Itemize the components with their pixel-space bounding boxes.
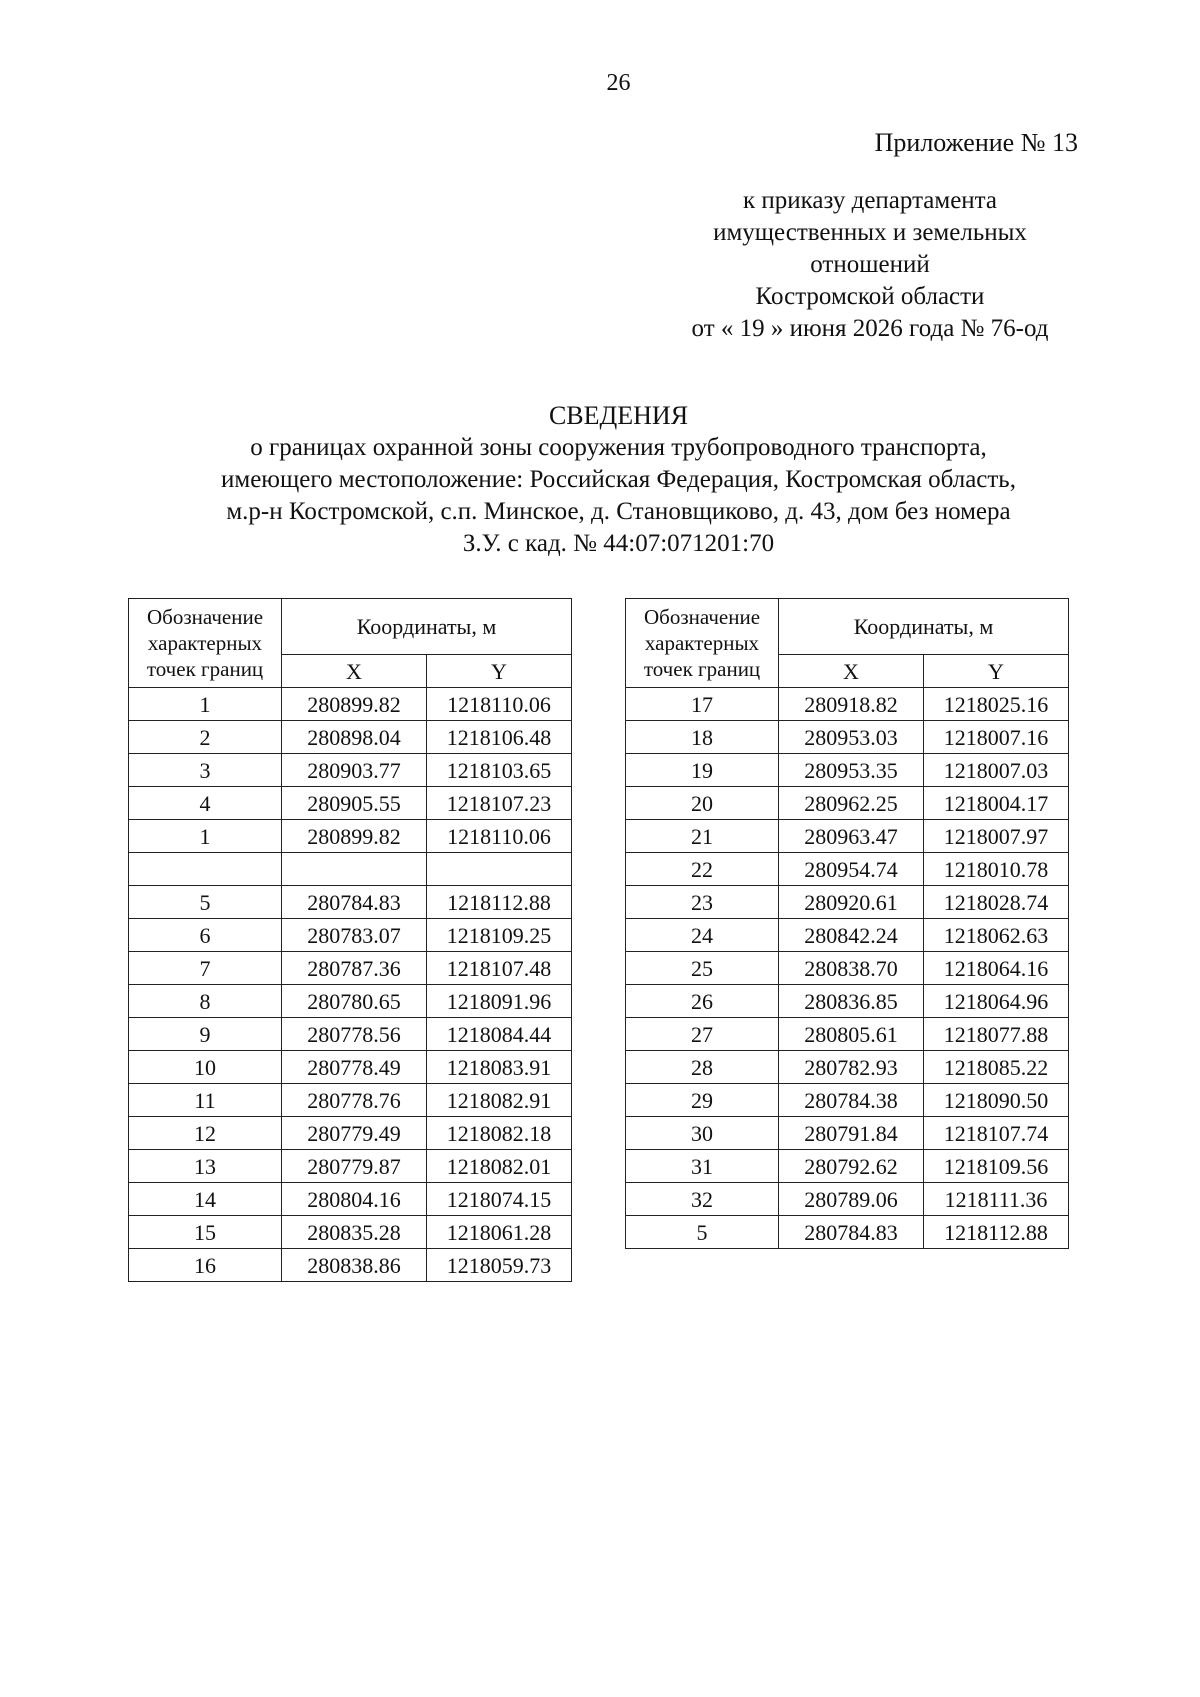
x-coordinate-cell: 280789.06 bbox=[779, 1183, 924, 1216]
x-coordinate-cell: 280780.65 bbox=[282, 985, 427, 1018]
table-row bbox=[129, 754, 572, 787]
table-row bbox=[626, 1216, 1069, 1249]
order-reference bbox=[630, 185, 1110, 345]
x-coordinate-cell: 280842.24 bbox=[779, 919, 924, 952]
x-coordinate-cell: 280903.77 bbox=[282, 754, 427, 787]
point-number-cell: 22 bbox=[626, 853, 779, 886]
header-text: точек границ bbox=[643, 657, 761, 681]
y-coordinate-cell: 1218111.36 bbox=[924, 1183, 1069, 1216]
table-row bbox=[129, 919, 572, 952]
y-coordinate-cell bbox=[427, 853, 572, 886]
header-text: Обозначение bbox=[643, 605, 761, 629]
table-row bbox=[626, 721, 1069, 754]
x-coordinate-cell: 280779.49 bbox=[282, 1117, 427, 1150]
table-row bbox=[626, 853, 1069, 886]
y-coordinate-cell: 1218110.06 bbox=[427, 820, 572, 853]
x-coordinate-cell: 280962.25 bbox=[779, 787, 924, 820]
x-coordinate-cell: 280963.47 bbox=[779, 820, 924, 853]
point-number-cell: 17 bbox=[626, 688, 779, 721]
table-row bbox=[129, 688, 572, 721]
order-line: отношений bbox=[810, 251, 930, 278]
x-coordinate-cell: 280805.61 bbox=[779, 1018, 924, 1051]
document-title bbox=[0, 400, 1200, 560]
x-coordinate-cell: 280905.55 bbox=[282, 787, 427, 820]
table-row bbox=[129, 1216, 572, 1249]
x-coordinate-cell: 280778.56 bbox=[282, 1018, 427, 1051]
point-label-header bbox=[626, 599, 779, 688]
title-line: имеющего местоположение: Российская Федерация, Костромская область, bbox=[221, 466, 1016, 493]
title-line: З.У. с кад. № 44:07:071201:70 bbox=[462, 530, 775, 557]
y-coordinate-cell: 1218083.91 bbox=[427, 1051, 572, 1084]
point-number-cell: 27 bbox=[626, 1018, 779, 1051]
y-coordinate-cell: 1218007.97 bbox=[924, 820, 1069, 853]
page-number: 26 bbox=[606, 70, 631, 96]
table-row bbox=[626, 1084, 1069, 1117]
y-coordinate-cell: 1218061.28 bbox=[427, 1216, 572, 1249]
y-coordinate-cell: 1218103.65 bbox=[427, 754, 572, 787]
table-row bbox=[129, 1051, 572, 1084]
table-row bbox=[626, 886, 1069, 919]
point-number-cell: 11 bbox=[129, 1084, 282, 1117]
point-number-cell: 23 bbox=[626, 886, 779, 919]
point-number-cell: 1 bbox=[129, 688, 282, 721]
x-coordinate-cell: 280791.84 bbox=[779, 1117, 924, 1150]
table-row bbox=[129, 1084, 572, 1117]
table-row bbox=[129, 1117, 572, 1150]
point-number-cell: 25 bbox=[626, 952, 779, 985]
point-number-cell: 14 bbox=[129, 1183, 282, 1216]
point-number-cell: 6 bbox=[129, 919, 282, 952]
appendix-title: Приложение № 13 bbox=[874, 128, 1078, 157]
x-coordinate-cell: 280779.87 bbox=[282, 1150, 427, 1183]
point-number-cell: 31 bbox=[626, 1150, 779, 1183]
x-coordinate-cell: 280836.85 bbox=[779, 985, 924, 1018]
order-line: Костромской области bbox=[755, 283, 985, 310]
point-number-cell bbox=[129, 853, 282, 886]
x-coordinate-cell: 280838.86 bbox=[282, 1249, 427, 1282]
header-text: характерных bbox=[147, 631, 263, 655]
x-coordinate-cell: 280920.61 bbox=[779, 886, 924, 919]
y-coordinate-cell: 1218074.15 bbox=[427, 1183, 572, 1216]
point-number-cell: 30 bbox=[626, 1117, 779, 1150]
point-number-cell: 19 bbox=[626, 754, 779, 787]
x-coordinate-cell: 280784.83 bbox=[779, 1216, 924, 1249]
point-number-cell: 20 bbox=[626, 787, 779, 820]
table-row bbox=[129, 820, 572, 853]
y-coordinate-cell: 1218004.17 bbox=[924, 787, 1069, 820]
table-row bbox=[626, 787, 1069, 820]
x-coordinate-cell: 280953.03 bbox=[779, 721, 924, 754]
x-coordinate-cell: 280835.28 bbox=[282, 1216, 427, 1249]
y-coordinate-cell: 1218106.48 bbox=[427, 721, 572, 754]
y-coordinate-cell: 1218112.88 bbox=[427, 886, 572, 919]
title-line: м.р-н Костромской, с.п. Минское, д. Становщиково, д. 43, дом без номера bbox=[226, 498, 1011, 525]
coordinates-table-right bbox=[625, 598, 1069, 1249]
table-row bbox=[626, 688, 1069, 721]
table-row bbox=[626, 1018, 1069, 1051]
x-coordinate-cell: 280784.38 bbox=[779, 1084, 924, 1117]
point-number-cell: 12 bbox=[129, 1117, 282, 1150]
point-number-cell: 4 bbox=[129, 787, 282, 820]
point-number-cell: 29 bbox=[626, 1084, 779, 1117]
point-label-header bbox=[129, 599, 282, 688]
table-row bbox=[626, 952, 1069, 985]
order-line: имущественных и земельных bbox=[713, 219, 1027, 246]
table-row bbox=[626, 1150, 1069, 1183]
table-row bbox=[626, 754, 1069, 787]
point-number-cell: 3 bbox=[129, 754, 282, 787]
point-number-cell: 32 bbox=[626, 1183, 779, 1216]
point-number-cell: 2 bbox=[129, 721, 282, 754]
x-coordinate-cell: 280792.62 bbox=[779, 1150, 924, 1183]
x-header: X bbox=[282, 655, 427, 688]
y-coordinate-cell: 1218064.16 bbox=[924, 952, 1069, 985]
x-coordinate-cell: 280784.83 bbox=[282, 886, 427, 919]
table-row bbox=[129, 1183, 572, 1216]
y-coordinate-cell: 1218082.01 bbox=[427, 1150, 572, 1183]
table-row bbox=[129, 853, 572, 886]
table-row bbox=[129, 952, 572, 985]
y-header: Y bbox=[427, 655, 572, 688]
y-coordinate-cell: 1218107.74 bbox=[924, 1117, 1069, 1150]
x-coordinate-cell: 280782.93 bbox=[779, 1051, 924, 1084]
point-number-cell: 10 bbox=[129, 1051, 282, 1084]
table-row bbox=[129, 1249, 572, 1282]
y-header: Y bbox=[924, 655, 1069, 688]
header-text: Обозначение bbox=[146, 605, 264, 629]
x-coordinate-cell: 280804.16 bbox=[282, 1183, 427, 1216]
coordinates-header: Координаты, м bbox=[282, 599, 572, 655]
order-date-number: от « 19 » июня 2026 года № 76-од bbox=[691, 315, 1049, 342]
y-coordinate-cell: 1218062.63 bbox=[924, 919, 1069, 952]
y-coordinate-cell: 1218110.06 bbox=[427, 688, 572, 721]
table-row bbox=[626, 985, 1069, 1018]
y-coordinate-cell: 1218085.22 bbox=[924, 1051, 1069, 1084]
point-number-cell: 28 bbox=[626, 1051, 779, 1084]
x-coordinate-cell: 280838.70 bbox=[779, 952, 924, 985]
y-coordinate-cell: 1218082.18 bbox=[427, 1117, 572, 1150]
table-row bbox=[129, 985, 572, 1018]
header-text: точек границ bbox=[146, 657, 264, 681]
y-coordinate-cell: 1218025.16 bbox=[924, 688, 1069, 721]
y-coordinate-cell: 1218090.50 bbox=[924, 1084, 1069, 1117]
point-number-cell: 26 bbox=[626, 985, 779, 1018]
table-row bbox=[129, 721, 572, 754]
y-coordinate-cell: 1218112.88 bbox=[924, 1216, 1069, 1249]
order-line: к приказу департамента bbox=[742, 187, 998, 214]
x-coordinate-cell: 280783.07 bbox=[282, 919, 427, 952]
header-text: характерных bbox=[644, 631, 760, 655]
point-number-cell: 21 bbox=[626, 820, 779, 853]
y-coordinate-cell: 1218028.74 bbox=[924, 886, 1069, 919]
table-row bbox=[626, 820, 1069, 853]
title-line: о границах охранной зоны сооружения трубопроводного транспорта, bbox=[250, 434, 987, 461]
coordinates-header: Координаты, м bbox=[779, 599, 1069, 655]
y-coordinate-cell: 1218091.96 bbox=[427, 985, 572, 1018]
point-number-cell: 9 bbox=[129, 1018, 282, 1051]
table-row bbox=[129, 886, 572, 919]
table-row bbox=[626, 1183, 1069, 1216]
point-number-cell: 16 bbox=[129, 1249, 282, 1282]
x-coordinate-cell: 280899.82 bbox=[282, 820, 427, 853]
y-coordinate-cell: 1218007.16 bbox=[924, 721, 1069, 754]
y-coordinate-cell: 1218077.88 bbox=[924, 1018, 1069, 1051]
point-number-cell: 1 bbox=[129, 820, 282, 853]
y-coordinate-cell: 1218059.73 bbox=[427, 1249, 572, 1282]
table-row bbox=[129, 787, 572, 820]
y-coordinate-cell: 1218109.25 bbox=[427, 919, 572, 952]
point-number-cell: 5 bbox=[626, 1216, 779, 1249]
point-number-cell: 24 bbox=[626, 919, 779, 952]
point-number-cell: 15 bbox=[129, 1216, 282, 1249]
x-coordinate-cell: 280898.04 bbox=[282, 721, 427, 754]
main-title: СВЕДЕНИЯ bbox=[548, 401, 689, 430]
x-coordinate-cell: 280953.35 bbox=[779, 754, 924, 787]
y-coordinate-cell: 1218107.48 bbox=[427, 952, 572, 985]
x-coordinate-cell: 280899.82 bbox=[282, 688, 427, 721]
coordinates-table-left bbox=[128, 598, 572, 1282]
x-coordinate-cell bbox=[282, 853, 427, 886]
x-coordinate-cell: 280787.36 bbox=[282, 952, 427, 985]
y-coordinate-cell: 1218010.78 bbox=[924, 853, 1069, 886]
table-row bbox=[626, 919, 1069, 952]
table-row bbox=[626, 1117, 1069, 1150]
point-number-cell: 8 bbox=[129, 985, 282, 1018]
y-coordinate-cell: 1218109.56 bbox=[924, 1150, 1069, 1183]
table-row bbox=[129, 1018, 572, 1051]
point-number-cell: 7 bbox=[129, 952, 282, 985]
x-coordinate-cell: 280778.76 bbox=[282, 1084, 427, 1117]
x-coordinate-cell: 280954.74 bbox=[779, 853, 924, 886]
y-coordinate-cell: 1218084.44 bbox=[427, 1018, 572, 1051]
table-row bbox=[626, 1051, 1069, 1084]
x-coordinate-cell: 280778.49 bbox=[282, 1051, 427, 1084]
x-coordinate-cell: 280918.82 bbox=[779, 688, 924, 721]
y-coordinate-cell: 1218082.91 bbox=[427, 1084, 572, 1117]
point-number-cell: 18 bbox=[626, 721, 779, 754]
y-coordinate-cell: 1218007.03 bbox=[924, 754, 1069, 787]
x-header: X bbox=[779, 655, 924, 688]
point-number-cell: 13 bbox=[129, 1150, 282, 1183]
table-row bbox=[129, 1150, 572, 1183]
point-number-cell: 5 bbox=[129, 886, 282, 919]
y-coordinate-cell: 1218064.96 bbox=[924, 985, 1069, 1018]
y-coordinate-cell: 1218107.23 bbox=[427, 787, 572, 820]
